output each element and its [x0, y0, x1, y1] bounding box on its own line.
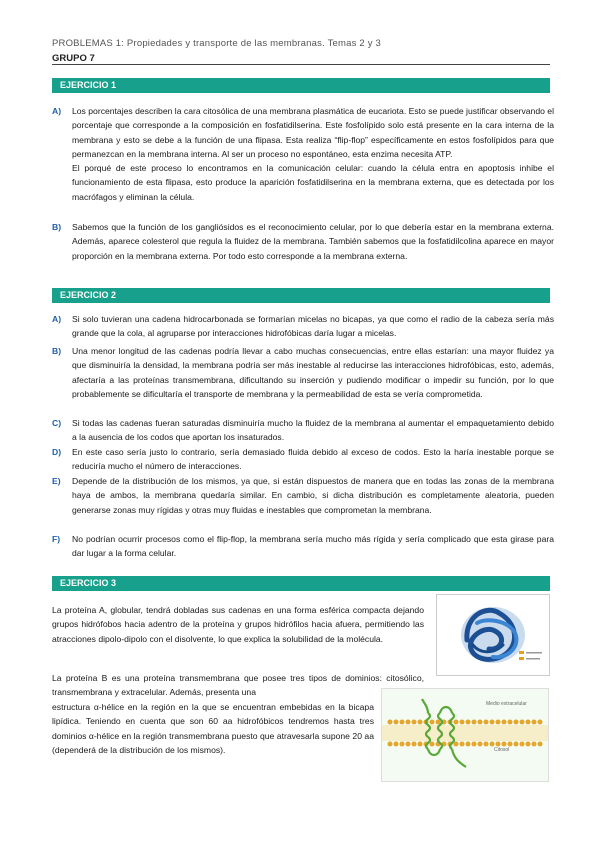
group-label: GRUPO 7	[52, 53, 95, 64]
ej2-item-a	[52, 312, 554, 341]
item-text: Si todas las cadenas fueran saturadas disminuiría mucho la fluidez de la membrana al aumentar el empaquetamiento debido a la ausencia de los codos que aportan los insaturados.	[72, 418, 554, 443]
globular-protein-image	[437, 595, 549, 675]
ej1-item-b	[52, 220, 554, 263]
item-letter: F)	[52, 534, 61, 544]
item-letter: E)	[52, 476, 61, 486]
label-extracellular: Medio extracelular	[486, 701, 527, 707]
item-letter: A)	[52, 106, 62, 116]
section-header-ejercicio-3: EJERCICIO 3	[52, 576, 550, 591]
item-letter: B)	[52, 346, 62, 356]
item-text: No podrían ocurrir procesos como el flip-flop, la membrana sería mucho más rígida y sería complicado que esta girase para dar lugar a la forma celular.	[72, 534, 554, 559]
ej1-item-a	[52, 104, 554, 204]
ej2-item-b	[52, 344, 554, 401]
section-header-ejercicio-2: EJERCICIO 2	[52, 288, 550, 303]
ej3-paragraph-protein-b-intro: La proteína B es una proteína transmembrana que posee tres tipos de dominios: citosólico, transmembrana y extracelular. Además, presenta una	[52, 673, 424, 698]
ej3-paragraph-protein-b: estructura α-hélice en la región en la que se encuentran embebidas en la bicapa lipídica. Teniendo en cuenta que son 60 aa hidrofóbicos tendremos hasta tres dominios α-hélice en la región transmembrana puesto que atravesarla supone 20 aa (dependerá de la distribución de los mismos).	[52, 702, 374, 756]
item-text: Depende de la distribución de los mismos, ya que, si están dispuestos de manera que en todas las zonas de la membrana haya de ambos, la membrana quedaría similar. En cambio, si dicha distribución es completamente aleatoria, pueden generarse zonas muy rígidas y otras muy fluidas e inestables que comprometan la membrana.	[72, 476, 554, 515]
document-title: PROBLEMAS 1: Propiedades y transporte de las membranas. Temas 2 y 3	[52, 38, 381, 49]
ej2-item-c	[52, 416, 554, 445]
label-cytosol: Citosol	[494, 747, 510, 753]
section-header-ejercicio-1: EJERCICIO 1	[52, 78, 550, 93]
item-text: Los porcentajes describen la cara citosólica de una membrana plasmática de eucariota. Esto se puede justificar observando el porcentaje que corresponde a la composición en fosfatidilserina. Este fosfolípido solo está presente en la cara interna de la membrana y esto se debe a la función de una flipasa. Esta realiza “flip-flop” específicamente en estos fosfolípidos para que permanezcan en la membrana interna. Al ser un proceso no espontáneo, esta enzima necesita ATP.	[72, 106, 554, 159]
ej2-item-e	[52, 474, 554, 517]
transmembrane-protein-figure	[381, 688, 549, 782]
globular-protein-figure	[436, 594, 550, 676]
ej3-paragraph-protein-a: La proteína A, globular, tendrá dobladas sus cadenas en una forma esférica compacta dejando grupos hidrófobos hacia adentro de la proteína y grupos hidrófilos hacia afuera, permitiendo las atracciones dipolo-dipolo con el disolvente, lo que explica la solubilidad de la molécula.	[52, 605, 424, 644]
item-letter: A)	[52, 314, 62, 324]
transmembrane-protein-image	[382, 689, 548, 781]
item-text: Sabemos que la función de los gangliósidos es el reconocimiento celular, por lo que debería estar en la membrana externa. Además, aparece colesterol que regula la fluidez de la membrana. También sabemos que la fosfatidilcolina aparece en mayor proporción en la membrana externa. Por todo esto corresponde a la membrana externa.	[72, 222, 554, 261]
item-letter: B)	[52, 222, 62, 232]
item-text: Si solo tuvieran una cadena hidrocarbonada se formarían micelas no bicapas, ya que como el radio de la cabeza sería más grande que la cola, al agruparse por interacciones hidrofóbicas daría lugar a micelas.	[72, 314, 554, 339]
ej2-item-f	[52, 532, 554, 561]
item-letter: C)	[52, 418, 62, 428]
item-text-continued: El porqué de este proceso lo encontramos en la comunicación celular: cuando la célula entra en apoptosis inhibe el funcionamiento de esta flipasa, esto produce la aparición fosfatidilserina en la membrana externa, que es detectada por los macrófagos y eliminan la célula.	[72, 163, 554, 202]
item-text: Una menor longitud de las cadenas podría llevar a cabo muchas consecuencias, entre ellas estarían: una mayor fluidez ya que disminuiría la densidad, la membrana podría ser más inestable al reducirse las interacciones hidrofóbicas, esto, además, afectaría a las proteínas transmembrana, dificultando su inserción y pudiendo modificar o impedir su función, por lo que probablemente se dificultaría el transporte de membrana y la permeabilidad de esta se vería comprometida.	[72, 346, 554, 399]
item-letter: D)	[52, 447, 62, 457]
header-divider	[52, 64, 550, 65]
ej2-item-d	[52, 445, 554, 474]
item-text: En este caso sería justo lo contrario, sería demasiado fluida debido al exceso de codos. Esto la haría inestable porque se reduciría mucho el número de interacciones.	[72, 447, 554, 472]
